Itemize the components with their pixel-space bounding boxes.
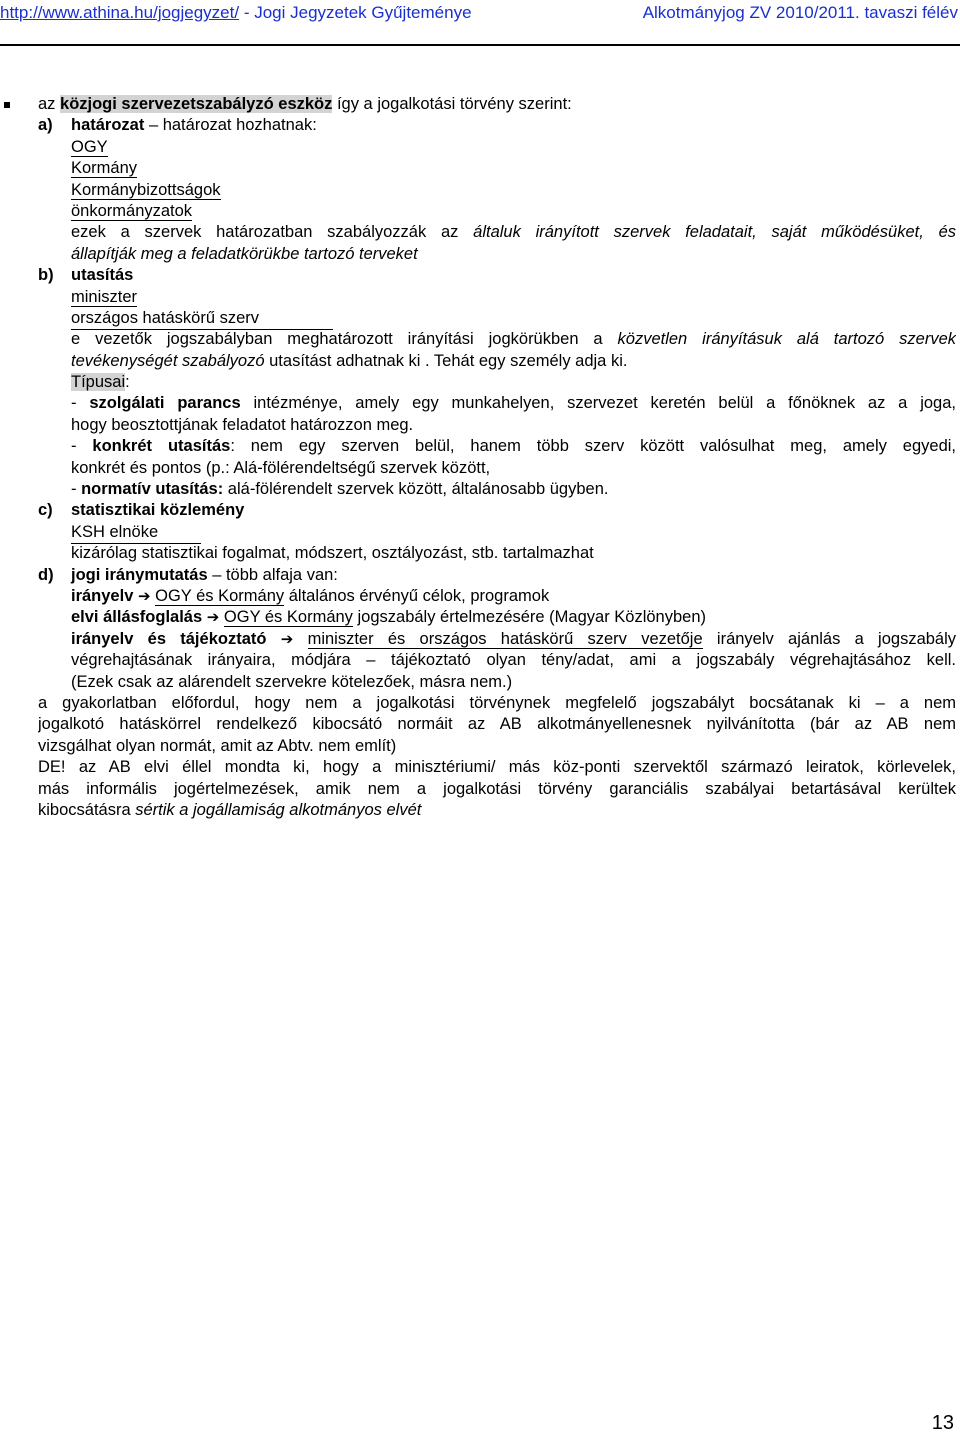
d-elvi-allasfoglalas (0, 607, 960, 628)
item-d (0, 565, 960, 586)
item-b (0, 265, 960, 286)
arrow-right-icon: ➔ (280, 630, 294, 648)
issuer-kormany (0, 158, 960, 179)
type-2-line-1 (71, 436, 956, 457)
paragraph-2-line-3 (0, 736, 960, 757)
issuer-kormanybiz (0, 180, 960, 201)
issuer-onk (0, 201, 960, 222)
term: jogi iránymutatás (71, 565, 208, 584)
text: – több alfaja van: (207, 565, 338, 584)
item-b-desc-2 (0, 351, 960, 372)
list-label: c) (38, 501, 53, 520)
type-1-line-1 (71, 393, 956, 414)
bullet-line-1 (0, 94, 960, 115)
item-a-desc-1 (71, 222, 956, 243)
text: e vezetők jogszabályban meghatározott irányítási jogkörükben a (71, 330, 618, 349)
text: jogalkotó hatáskörrel rendelkező kibocsátó normáit az AB alkotmányellenesnek nyilvánította (bár az AB nem (38, 715, 956, 734)
text: más informális jogértelmezések, amik nem a jogalkotási törvény garanciális szabályai betartásával kerültek (38, 779, 956, 798)
text: OGY (71, 137, 108, 156)
text: miniszter és országos hatáskörű szerv vezetője (307, 629, 703, 648)
text: közvetlen irányításuk alá tartozó szervek (617, 330, 956, 349)
term: határozat (71, 116, 145, 135)
issuer-miniszter (0, 287, 960, 308)
bullet-marker (4, 102, 10, 108)
text: irányelv ajánlás a jogszabály (702, 629, 956, 648)
page-header (0, 0, 960, 44)
text: - (71, 394, 90, 413)
paragraph-3-line-3 (0, 800, 960, 821)
text: DE! az AB elvi éllel mondta ki, hogy a minisztériumi/ más köz-ponti szervektől származó leiratok, körlevelek, (38, 758, 956, 777)
text: kibocsátásra (38, 800, 136, 819)
item-a-desc-2 (0, 244, 960, 265)
d-iranyelv-tajekoztato (71, 629, 956, 650)
issuer-orszagos (0, 308, 960, 329)
type-2-line-2 (0, 458, 960, 479)
issuer-ogy (0, 137, 960, 158)
text: hogy beosztottjának feladatot határozzon meg. (71, 415, 414, 434)
term: irányelv (71, 586, 134, 605)
text: általuk irányított szervek feladatait, saját működésüket, és (473, 223, 956, 242)
text: - (71, 480, 82, 499)
term: normatív utasítás: (81, 480, 224, 499)
text: alá-fölérendelt szervek között, általánosabb ügyben. (223, 480, 609, 499)
paragraph-3-line-2 (38, 779, 956, 800)
term: konkrét utasítás (92, 437, 231, 456)
header-left (0, 0, 472, 26)
text: jogszabály értelmezésére (Magyar Közlönyben) (352, 608, 707, 627)
text: a gyakorlatban előfordul, hogy nem a jogalkotási törvénynek megfelelő jogszabályt bocsátanak ki – a nem (38, 693, 956, 712)
text: KSH elnöke (71, 522, 201, 544)
text: miniszter (71, 287, 138, 306)
item-c (0, 500, 960, 521)
text: kizárólag statisztikai fogalmat, módszert, osztályozást, stb. tartalmazhat (71, 544, 594, 563)
paragraph-3-line-1 (38, 757, 956, 778)
text: így a jogalkotási törvény szerint: (332, 95, 572, 113)
tipusai-heading (0, 372, 960, 393)
text: – határozat hozhatnak: (144, 116, 317, 135)
text: ezek a szervek határozatban szabályozzák az (71, 223, 474, 242)
text: OGY és Kormány (155, 586, 285, 605)
term: irányelv és tájékoztató (71, 629, 267, 648)
text: (Ezek csak az alárendelt szervekre kötelezőek, másra nem.) (71, 672, 513, 691)
bullet-line-2 (38, 693, 956, 714)
d-line-3 (0, 672, 960, 693)
highlight-term: közjogi szervezetszabályzó eszköz (60, 95, 333, 113)
header-course-title: Alkotmányjog ZV 2010/2011. tavaszi félév (642, 3, 958, 22)
term: szolgálati parancs (89, 394, 241, 413)
text: : nem egy szerven belül, hanem több szerv között valósulhat meg, amely egyedi, (230, 437, 956, 456)
list-label: d) (38, 565, 54, 584)
text: országos hatáskörű szerv (71, 308, 333, 330)
type-1-line-2 (0, 415, 960, 436)
text: : (125, 373, 130, 392)
item-b-desc-1 (71, 329, 956, 350)
list-label: a) (38, 116, 53, 135)
text: általános érvényű célok, programok (284, 586, 550, 605)
issuer-ksh (0, 522, 960, 543)
header-url-link[interactable]: http://www.athina.hu/jogjegyzet/ (0, 3, 240, 22)
term: statisztikai közlemény (71, 501, 245, 520)
text: Kormány (71, 159, 138, 178)
document-body (0, 94, 960, 821)
text: vizsgálhat olyan normát, amit az Abtv. nem említ) (38, 736, 397, 755)
header-site-title: - Jogi Jegyzetek Gyűjteménye (239, 3, 472, 22)
item-c-desc (0, 543, 960, 564)
text: sértik a jogállamiság alkotmányos elvét (135, 800, 422, 819)
text: - (71, 437, 93, 456)
text: konkrét és pontos (p.: Alá-fölérendeltségű szervek között, (71, 458, 491, 477)
text: önkormányzatok (71, 201, 193, 220)
text: intézménye, amely egy munkahelyen, szervezet keretén belül a főnöknek az a joga, (240, 394, 956, 413)
arrow-right-icon: ➔ (206, 609, 220, 627)
item-a (0, 115, 960, 136)
text: Kormánybizottságok (71, 180, 221, 199)
text: végrehajtásának irányaira, módjára – tájékoztató olyan tény/adat, ami a jogszabály végrehajtásához kell. (71, 651, 956, 670)
text: az (38, 95, 61, 113)
list-label: b) (38, 266, 54, 285)
header-divider (0, 44, 960, 46)
highlight-term: Típusai (71, 373, 126, 392)
text: tevékenységét szabályozó (71, 351, 265, 370)
d-line-2 (71, 650, 956, 671)
paragraph-2-line-2 (38, 714, 956, 735)
term: utasítás (71, 266, 134, 285)
page-number: 13 (931, 1412, 954, 1434)
d-irányelv (0, 586, 960, 607)
term: elvi állásfoglalás (71, 608, 203, 627)
text: utasítást adhatnak ki . Tehát egy személy adja ki. (264, 351, 628, 370)
type-3-line (0, 479, 960, 500)
text: OGY és Kormány (223, 608, 353, 627)
text: állapítják meg a feladatkörükbe tartozó terveket (71, 244, 418, 263)
arrow-right-icon: ➔ (137, 587, 151, 605)
